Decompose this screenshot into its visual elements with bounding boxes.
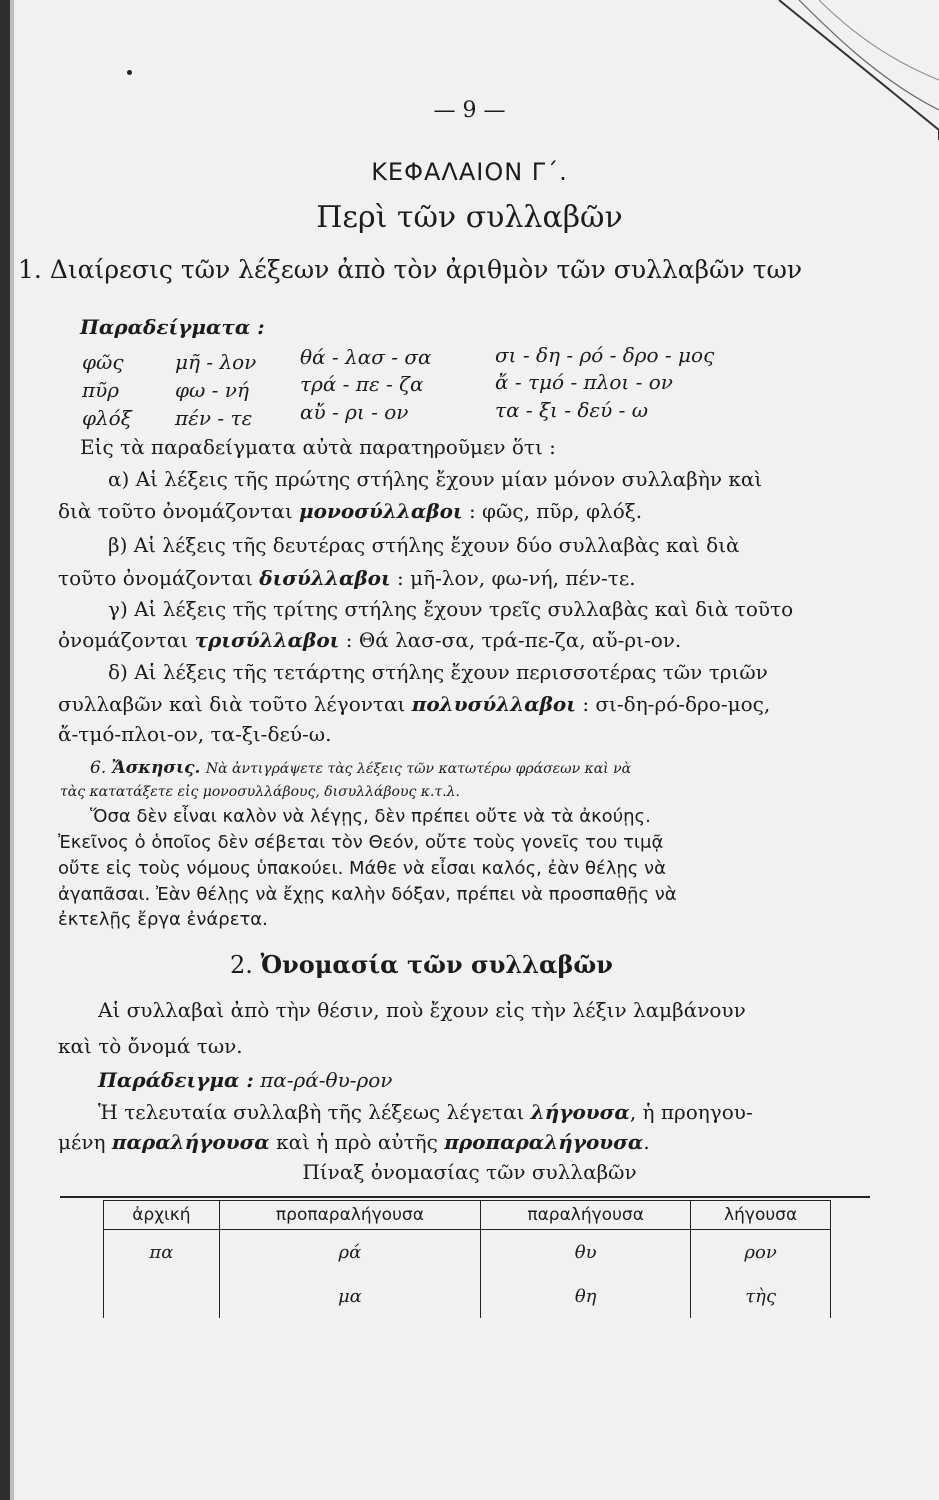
example-word: πέν - τε bbox=[175, 406, 253, 430]
table-cell: ρον bbox=[691, 1230, 831, 1275]
table-cell: θυ bbox=[481, 1230, 691, 1275]
paragraph-line: δ) Αἱ λέξεις τῆς τετάρτης στήλης ἔχουν περισσοτέρας τῶν τριῶν bbox=[108, 660, 768, 684]
table-top-rule bbox=[60, 1196, 870, 1198]
example-word: τα - ξι - δεύ - ω bbox=[495, 398, 649, 422]
section2-number: 2. bbox=[230, 951, 253, 979]
exercise-number: 6. bbox=[90, 758, 107, 778]
table-cell: τὴς bbox=[691, 1274, 831, 1318]
example-word: τρά - πε - ζα bbox=[300, 372, 424, 396]
paragraph-line: β) Αἱ λέξεις τῆς δευτέρας στήλης ἔχουν δύο συλλαβὰς καὶ διὰ bbox=[108, 533, 740, 557]
ink-dot bbox=[127, 70, 132, 75]
paragraph-line: διὰ τοῦτο ὀνομάζονται μονοσύλλαβοι : φῶς, πῦρ, φλόξ. bbox=[58, 499, 643, 523]
example-label: Παράδειγμα : bbox=[98, 1068, 254, 1092]
example-word: αὔ - ρι - ον bbox=[300, 400, 409, 424]
section2-heading-text: Ὀνομασία τῶν συλλαβῶν bbox=[260, 950, 613, 979]
table-header: προπαραλήγουσα bbox=[219, 1201, 480, 1230]
paragraph-line: γ) Αἱ λέξεις τῆς τρίτης στήλης ἔχουν τρεῖς συλλαβὰς καὶ διὰ τοῦτο bbox=[108, 597, 794, 621]
term-proparaligousa: προπαραλήγουσα bbox=[444, 1130, 644, 1154]
paragraph-line: ἄ-τμό-πλοι-ον, τα-ξι-δεύ-ω. bbox=[58, 722, 332, 746]
table-header: λήγουσα bbox=[691, 1201, 831, 1230]
exercise-instruction: Νὰ ἀντιγράψετε τὰς λέξεις τῶν κατωτέρω φράσεων καὶ νὰ bbox=[205, 761, 632, 777]
example-word: θά - λασ - σα bbox=[300, 345, 432, 369]
example-word: φλόξ bbox=[82, 406, 132, 430]
table-header: ἀρχική bbox=[104, 1201, 220, 1230]
page-number: — 9 — bbox=[433, 98, 506, 123]
syllable-table bbox=[103, 1200, 831, 1318]
paragraph-line: τοῦτο ὀνομάζονται δισύλλαβοι : μῆ-λον, φω-νή, πέν-τε. bbox=[58, 566, 636, 590]
table-cell: μα bbox=[219, 1274, 480, 1318]
example-word: μῆ - λον bbox=[175, 350, 257, 374]
example-word: ἄ - τμό - πλοι - ον bbox=[495, 370, 673, 394]
example-word: πα-ρά-θυ-ρον bbox=[260, 1068, 393, 1092]
page-title: Περὶ τῶν συλλαβῶν bbox=[316, 200, 623, 235]
paragraph-line: Αἱ συλλαβαὶ ἀπὸ τὴν θέσιν, ποὺ ἔχουν εἰς τὴν λέξιν λαμβάνουν bbox=[98, 998, 746, 1022]
term-polysyllabic: πολυσύλλαβοι bbox=[411, 692, 576, 716]
example-word: πῦρ bbox=[82, 378, 120, 402]
section2-heading bbox=[230, 950, 613, 979]
table-header-row bbox=[104, 1201, 831, 1230]
example-word: σι - δη - ρό - δρο - μος bbox=[495, 343, 715, 367]
table-header: παραλήγουσα bbox=[481, 1201, 691, 1230]
examples-label: Παραδείγματα : bbox=[80, 315, 265, 339]
exercise-label: Ἄσκησις. bbox=[111, 758, 201, 778]
table-cell: θη bbox=[481, 1274, 691, 1318]
table-caption: Πίναξ ὀνομασίας τῶν συλλαβῶν bbox=[302, 1160, 637, 1184]
exercise-text-line: οὔτε εἰς τοὺς νόμους ὑπακούει. Μάθε νὰ εἶσαι καλός, ἐὰν θέλῃς νὰ bbox=[58, 858, 666, 879]
observation-intro: Εἰς τὰ παραδείγματα αὐτὰ παρατηροῦμεν ὅτι : bbox=[80, 435, 556, 459]
table-cell: ρά bbox=[219, 1230, 480, 1275]
example-word: φω - νή bbox=[175, 378, 249, 402]
term-disyllabic: δισύλλαβοι bbox=[259, 566, 391, 590]
exercise-header bbox=[90, 758, 631, 778]
term-monosyllabic: μονοσύλλαβοι bbox=[299, 499, 463, 523]
exercise-instruction-line2: τὰς κατατάξετε εἰς μονοσυλλάβους, δισυλλάβους κ.τ.λ. bbox=[60, 784, 460, 800]
section1-heading bbox=[18, 255, 802, 284]
exercise-text-line: ἀγαπᾶσαι. Ἐὰν θέλῃς νὰ ἔχῃς καλὴν δόξαν, πρέπει νὰ προσπαθῇς νὰ bbox=[58, 884, 677, 905]
exercise-text-line: Ὅσα δὲν εἶναι καλὸν νὰ λέγῃς, δὲν πρέπει οὔτε νὰ τὰ ἀκούῃς. bbox=[90, 806, 651, 827]
term-trisyllabic: τρισύλλαβοι bbox=[194, 628, 340, 652]
chapter-heading: ΚΕΦΑΛΑΙΟΝ Γ΄. bbox=[371, 158, 568, 186]
table-row bbox=[104, 1274, 831, 1318]
example-line bbox=[98, 1068, 392, 1092]
exercise-text-line: Ἐκεῖνος ὁ ὁποῖος δὲν σέβεται τὸν Θεόν, οὔτε τοὺς γονεῖς του τιμᾷ bbox=[58, 832, 664, 853]
paragraph-line: ὀνομάζονται τρισύλλαβοι : Θά λασ-σα, τρά-πε-ζα, αὔ-ρι-ον. bbox=[58, 628, 682, 652]
paragraph-line: μένη παραλήγουσα καὶ ἡ πρὸ αὐτῆς προπαραλήγουσα. bbox=[58, 1130, 650, 1154]
table-cell bbox=[104, 1274, 220, 1318]
section1-number: 1. bbox=[18, 255, 42, 284]
section1-heading-text: Διαίρεσις τῶν λέξεων ἀπὸ τὸν ἀριθμὸν τῶν συλλαβῶν των bbox=[49, 255, 803, 284]
table-row bbox=[104, 1230, 831, 1275]
term-ligousa: λήγουσα bbox=[530, 1100, 630, 1124]
exercise-text-line: ἐκτελῇς ἔργα ἐνάρετα. bbox=[58, 909, 268, 930]
paragraph-line: α) Αἱ λέξεις τῆς πρώτης στήλης ἔχουν μίαν μόνον συλλαβὴν καὶ bbox=[108, 467, 763, 491]
paragraph-line: καὶ τὸ ὄνομά των. bbox=[58, 1034, 243, 1058]
paragraph-line: συλλαβῶν καὶ διὰ τοῦτο λέγονται πολυσύλλαβοι : σι-δη-ρό-δρο-μος, bbox=[58, 692, 771, 716]
example-word: φῶς bbox=[82, 350, 124, 374]
table-cell: πα bbox=[104, 1230, 220, 1275]
term-paraligousa: παραλήγουσα bbox=[111, 1130, 270, 1154]
paragraph-line: Ἡ τελευταία συλλαβὴ τῆς λέξεως λέγεται λήγουσα, ἡ προηγου- bbox=[98, 1100, 753, 1124]
